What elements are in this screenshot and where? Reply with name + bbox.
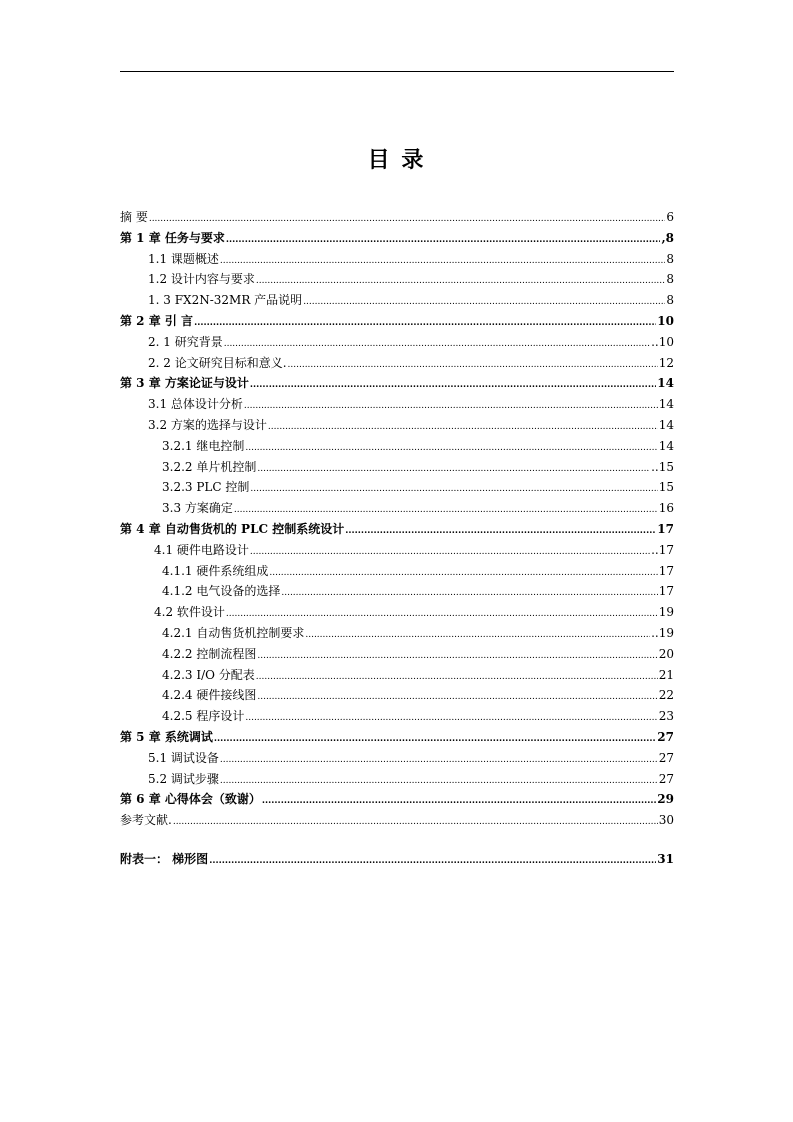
dot-leader <box>250 375 656 396</box>
dot-leader <box>173 812 658 833</box>
toc-entry-page-number: 14 <box>658 397 674 412</box>
toc-entry-page-number: ..15 <box>651 459 674 474</box>
toc-entry-label: 1. 3 FX2N-32MR 产品说明 <box>148 293 303 308</box>
toc-entry-label: 3.2.2 单片机控制 <box>162 459 257 474</box>
dot-leader <box>281 583 657 604</box>
dot-leader <box>220 771 658 792</box>
toc-entry[interactable] <box>120 332 674 353</box>
toc-entry[interactable] <box>120 769 674 790</box>
toc-entry-label: 4.2 软件设计 <box>154 605 225 620</box>
toc-entry-page-number: 14 <box>657 376 674 391</box>
dot-leader <box>250 479 657 500</box>
toc-entry-label: 第 3 章 方案论证与设计 <box>120 376 249 391</box>
toc-entry[interactable] <box>120 311 674 332</box>
dot-leader <box>303 292 665 313</box>
toc-entry-page-number: 8 <box>666 251 674 266</box>
dot-leader <box>288 355 658 376</box>
toc-entry-label: 3.3 方案确定 <box>162 501 233 516</box>
toc-entry[interactable] <box>120 228 674 249</box>
dot-leader <box>305 625 650 646</box>
toc-entry[interactable] <box>120 540 674 561</box>
dot-leader <box>244 396 658 417</box>
dot-leader <box>234 500 658 521</box>
toc-entry-page-number: 8 <box>666 293 674 308</box>
toc-entry-page-number: 17 <box>657 521 674 536</box>
toc-entry-page-number: 20 <box>658 646 674 661</box>
toc-entry[interactable] <box>120 602 674 623</box>
toc-entry-label: 5.1 调试设备 <box>148 750 219 765</box>
toc-entry[interactable] <box>120 810 674 831</box>
dot-leader <box>214 729 656 750</box>
toc-entry-page-number: 12 <box>658 355 674 370</box>
toc-entry-label: 第 1 章 任务与要求 <box>120 230 225 245</box>
toc-entry-page-number: ..17 <box>651 542 674 557</box>
dot-leader <box>345 521 656 542</box>
toc-entry-page-number: ..19 <box>651 625 674 640</box>
toc-entry[interactable] <box>120 748 674 769</box>
toc-entry[interactable] <box>120 477 674 498</box>
toc-entry[interactable] <box>120 561 674 582</box>
dot-leader <box>226 230 661 251</box>
toc-entry-page-number: 10 <box>657 313 674 328</box>
toc-entry-label: 4.2.2 控制流程图 <box>162 646 257 661</box>
toc-entry-label: 3.2.1 继电控制 <box>162 438 245 453</box>
toc-entry[interactable] <box>120 789 674 810</box>
toc-entry-page-number: 14 <box>658 417 674 432</box>
dot-leader <box>226 604 658 625</box>
toc-entry[interactable] <box>120 290 674 311</box>
dot-leader <box>220 750 658 771</box>
toc-entry-page-number: 15 <box>658 480 674 495</box>
toc-entry[interactable] <box>120 849 674 870</box>
toc-entry[interactable] <box>120 457 674 478</box>
toc-entry-page-number: 22 <box>658 688 674 703</box>
toc-entry[interactable] <box>120 269 674 290</box>
toc-entry-label: 2. 2 论文研究目标和意义. <box>148 355 287 370</box>
toc-entry-label: 2. 1 研究背景 <box>148 334 223 349</box>
toc-entry-label: 3.2.3 PLC 控制 <box>162 480 250 495</box>
toc-entry-page-number: 27 <box>658 771 674 786</box>
toc-entry-label: 4.1.1 硬件系统组成 <box>162 563 269 578</box>
toc-entry-page-number: 27 <box>657 729 674 744</box>
toc-entry[interactable] <box>120 519 674 540</box>
toc-entry-label: 第 4 章 自动售货机的 PLC 控制系统设计 <box>120 521 345 536</box>
toc-entry-label: 1.2 设计内容与要求 <box>148 272 255 287</box>
toc-entry-label: 3.2 方案的选择与设计 <box>148 417 267 432</box>
dot-leader <box>257 687 657 708</box>
toc-entry[interactable] <box>120 415 674 436</box>
toc-entry-page-number: 23 <box>658 709 674 724</box>
toc-entry-page-number: ,8 <box>661 230 674 245</box>
dot-leader <box>194 313 656 334</box>
toc-entry-label: 1.1 课题概述 <box>148 251 219 266</box>
toc-entry-label: 3.1 总体设计分析 <box>148 397 243 412</box>
toc-entry-page-number: 19 <box>658 605 674 620</box>
toc-entry-label: 4.1.2 电气设备的选择 <box>162 584 281 599</box>
toc-entry-label: 5.2 调试步骤 <box>148 771 219 786</box>
toc-entry-page-number: 14 <box>658 438 674 453</box>
toc-entry-label: 4.2.4 硬件接线图 <box>162 688 257 703</box>
toc-entry-label: 第 6 章 心得体会（致谢） <box>120 792 261 807</box>
toc-entry-page-number: 8 <box>666 272 674 287</box>
toc-entry-label: 4.1 硬件电路设计 <box>154 542 249 557</box>
toc-entry[interactable] <box>120 436 674 457</box>
toc-entry[interactable] <box>120 249 674 270</box>
toc-title: 目 录 <box>367 147 426 173</box>
header-rule <box>120 71 674 72</box>
toc-entry-page-number: 17 <box>658 563 674 578</box>
toc-entry-label: 第 5 章 系统调试 <box>120 729 213 744</box>
toc-entry[interactable] <box>120 498 674 519</box>
dot-leader <box>262 791 656 812</box>
toc-entry-page-number: 29 <box>657 792 674 807</box>
toc-entry[interactable] <box>120 394 674 415</box>
dot-leader <box>257 646 657 667</box>
dot-leader <box>220 251 665 272</box>
dot-leader <box>257 459 650 480</box>
toc-entry[interactable] <box>120 581 674 602</box>
toc-entry[interactable] <box>120 623 674 644</box>
dot-leader <box>245 708 657 729</box>
toc-entry[interactable] <box>120 665 674 686</box>
dot-leader <box>250 542 650 563</box>
toc-entry-label: 附表一： 梯形图 <box>120 851 209 866</box>
dot-leader <box>224 334 650 355</box>
dot-leader <box>269 563 657 584</box>
toc-entry-page-number: ..10 <box>651 334 674 349</box>
dot-leader <box>209 851 656 872</box>
toc-entry-page-number: 17 <box>658 584 674 599</box>
toc-entry-label: 4.2.1 自动售货机控制要求 <box>162 625 305 640</box>
toc-entry[interactable] <box>120 373 674 394</box>
toc-entry[interactable] <box>120 207 674 228</box>
toc-entry-page-number: 30 <box>658 813 674 828</box>
dot-leader <box>149 209 666 230</box>
toc-entry-label: 摘 要 <box>120 210 148 224</box>
toc-entry-page-number: 16 <box>658 501 674 516</box>
toc-entry[interactable] <box>120 353 674 374</box>
toc-entry[interactable] <box>120 706 674 727</box>
dot-leader <box>268 417 658 438</box>
table-of-contents <box>120 207 674 870</box>
toc-entry[interactable] <box>120 685 674 706</box>
toc-entry[interactable] <box>120 727 674 748</box>
toc-entry-page-number: 31 <box>657 851 674 866</box>
toc-entry-label: 4.2.3 I/O 分配表 <box>162 667 255 682</box>
toc-entry-page-number: 21 <box>658 667 674 682</box>
toc-entry-page-number: 6 <box>666 210 674 224</box>
toc-entry-label: 第 2 章 引 言 <box>120 313 194 328</box>
dot-leader <box>256 667 658 688</box>
dot-leader <box>245 438 657 459</box>
toc-entry-label: 参考文献. <box>120 813 172 828</box>
dot-leader <box>256 271 665 292</box>
toc-entry-page-number: 27 <box>658 750 674 765</box>
toc-entry-label: 4.2.5 程序设计 <box>162 709 245 724</box>
toc-entry[interactable] <box>120 644 674 665</box>
